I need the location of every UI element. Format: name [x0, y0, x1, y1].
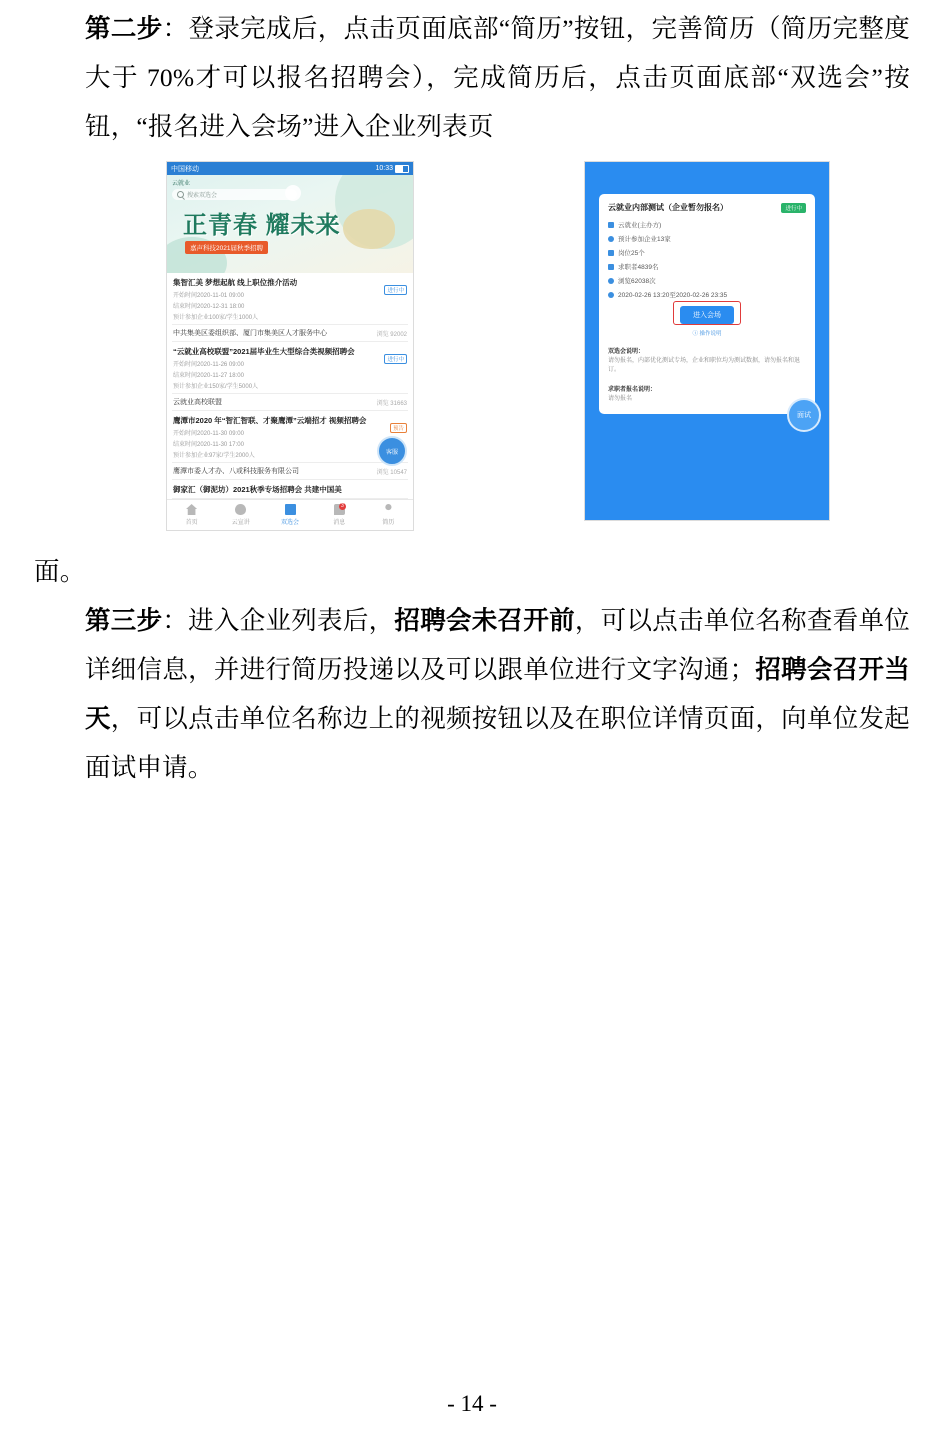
fair-start: 开始时间2020-11-30 09:00	[173, 431, 244, 437]
app-logo-label: 云就业	[172, 181, 191, 187]
meta-view-count	[608, 276, 806, 285]
fair-start: 开始时间2020-11-26 09:00	[173, 362, 244, 368]
promo-banner[interactable]	[167, 175, 413, 273]
meta-company-count	[608, 234, 806, 243]
battery-icon	[395, 165, 409, 173]
step-3-text-3: ，可以点击单位名称边上的视频按钮以及在职位详情页面，向单位发起面试申请。	[85, 704, 911, 782]
status-badge: 进行中	[384, 354, 407, 364]
status-badge: 预告	[390, 423, 407, 433]
fair-end: 结束时间2020-11-27 18:00	[173, 373, 244, 379]
section-body: 请勿报名，内部优化测试专场，企业和职位均为测试数据，请勿报名和退订。	[608, 358, 801, 373]
meta-text: 岗位25个	[618, 250, 645, 257]
fair-title: “云就业高校联盟”2021届毕业生大型综合类视频招聘会	[173, 347, 355, 356]
fair-title: 鹰潭市2020 年“智汇智联、才聚鹰潭”云端招才 视频招聘会	[173, 416, 367, 425]
fair-detail-title: 云就业内部测试（企业暂勿报名）	[608, 203, 728, 212]
step-3-text-2: ，可以点击单位名称查看单位详细信息，并进行简历投递以及可以跟单位进行文字沟通；	[85, 606, 910, 684]
tab-home[interactable]	[167, 504, 216, 526]
list-item[interactable]	[172, 273, 408, 325]
paragraph-continuation: 面。	[34, 557, 86, 586]
list-item[interactable]	[172, 480, 408, 499]
step-2-lead: 第二步	[85, 14, 163, 43]
customer-service-button[interactable]	[377, 436, 407, 466]
search-placeholder: 搜索双选会	[187, 193, 218, 199]
banner-shape-2	[343, 209, 395, 249]
help-label: 操作说明	[699, 331, 722, 337]
step-3-lead: 第三步	[85, 606, 163, 635]
meta-seeker-count	[608, 262, 806, 271]
step-3-bold-2: 招聘会召开当天	[85, 655, 910, 733]
search-icon	[177, 191, 184, 198]
status-time: 10:33	[375, 165, 393, 172]
calendar-icon	[285, 504, 296, 515]
banner-subtitle: 嘉声科技2021届秋季招聘	[185, 241, 268, 254]
fair-end: 结束时间2020-11-30 17:00	[173, 442, 244, 448]
meta-organizer	[608, 220, 806, 229]
operation-guide-link[interactable]: ⓘ 操作说明	[692, 331, 722, 337]
home-icon	[186, 504, 197, 515]
status-bar	[167, 162, 413, 175]
blue-header	[585, 162, 829, 192]
fair-organizer-row[interactable]	[172, 463, 408, 480]
tab-label: 消息	[333, 520, 346, 526]
tab-double-selection[interactable]	[265, 504, 314, 526]
fair-meta-list	[608, 220, 806, 299]
view-count: 浏览 31663	[376, 400, 407, 407]
fair-scale: 预计参加企业100家/学生1000人	[173, 315, 259, 321]
tab-label: 首页	[185, 520, 198, 526]
fab-label: 面试	[797, 412, 811, 419]
meta-job-count	[608, 248, 806, 257]
organizer-name: 云就业高校联盟	[173, 399, 222, 406]
company-icon	[608, 236, 614, 242]
meta-time-range	[608, 290, 806, 299]
message-badge: 3	[341, 503, 344, 509]
tab-cloud-talk[interactable]	[216, 504, 265, 526]
meta-text: 云就业(主办方)	[618, 222, 662, 229]
fair-detail-card	[599, 194, 815, 414]
tab-label: 云宣讲	[231, 520, 250, 526]
status-carrier: 中国移动	[171, 165, 199, 173]
fair-detail-title-row	[608, 202, 806, 213]
organizer-name: 鹰潭市委人才办、八或科技服务有限公司	[173, 468, 299, 475]
list-item[interactable]	[172, 342, 408, 394]
seeker-signup-section	[608, 384, 806, 404]
fair-title: 御家汇（御泥坊）2021秋季专场招聘会 共建中国美	[173, 485, 342, 494]
fair-end: 结束时间2020-12-31 18:00	[173, 304, 245, 310]
view-count: 浏览 10547	[376, 469, 407, 476]
cloud-icon	[235, 504, 246, 515]
enter-venue-button[interactable]: 进入会场	[680, 306, 734, 324]
tab-messages[interactable]	[315, 504, 364, 526]
fair-organizer-row[interactable]	[172, 325, 408, 342]
interview-button[interactable]	[787, 398, 821, 432]
figure-row	[34, 157, 910, 545]
section-heading: 求职者报名说明：	[608, 387, 657, 393]
search-input[interactable]	[172, 189, 297, 200]
fair-scale: 预计参加企业150家/学生5000人	[173, 384, 259, 390]
seeker-icon	[608, 264, 614, 270]
tab-resume[interactable]	[364, 504, 413, 526]
meta-text: 预计参加企业13家	[618, 236, 671, 243]
fair-list	[167, 273, 413, 499]
fair-title: 集智汇美 梦想起航 线上职位推介活动	[173, 278, 298, 287]
fair-organizer-row[interactable]	[172, 394, 408, 411]
paragraph-step-2	[34, 0, 910, 151]
status-badge: 进行中	[384, 285, 407, 295]
meta-text: 求职者4839名	[618, 264, 659, 271]
eye-icon	[608, 278, 614, 284]
enter-venue-area	[608, 304, 806, 324]
banner-title: 正青春 耀未来	[183, 212, 341, 239]
section-body: 请勿报名	[608, 396, 633, 402]
bottom-tab-bar	[167, 499, 413, 530]
meta-text: 2020-02-26 13:20至2020-02-26 23:35	[618, 292, 728, 299]
status-right	[375, 165, 409, 173]
highlight-box	[673, 301, 741, 325]
tab-label: 双选会	[281, 520, 300, 526]
screenshot-fair-detail	[584, 161, 830, 521]
user-icon	[383, 504, 394, 515]
fair-scale: 预计参加企业97家/学生2000人	[173, 453, 255, 459]
tab-label: 简历	[382, 520, 395, 526]
list-item[interactable]	[172, 411, 408, 463]
view-count: 浏览 92002	[376, 331, 407, 338]
paragraph-step-3	[34, 596, 910, 792]
clock-icon	[608, 292, 614, 298]
step-3-text-1: ：进入企业列表后，	[162, 606, 395, 635]
organizer-name: 中共集美区委组织部、厦门市集美区人才服务中心	[173, 330, 327, 337]
fair-description-section	[608, 346, 806, 375]
status-badge: 进行中	[781, 203, 806, 213]
organizer-icon	[608, 222, 614, 228]
page-number: - 14 -	[447, 1391, 497, 1416]
fab-label: 客服	[385, 449, 398, 456]
section-heading: 双选会说明：	[608, 349, 645, 355]
job-icon	[608, 250, 614, 256]
screenshot-app-fair-list	[166, 161, 414, 531]
meta-text: 浏览62038次	[618, 278, 656, 285]
step-3-bold-1: 招聘会未召开前	[394, 606, 575, 635]
fair-start: 开始时间2020-11-01 09:00	[173, 293, 244, 299]
step-2-text: ：登录完成后，点击页面底部“简历”按钮，完善简历（简历完整度大于 70%才可以报名招聘会），完成简历后，点击页面底部“双选会”按钮，“报名进入会场”进入企业列表页	[85, 14, 910, 141]
